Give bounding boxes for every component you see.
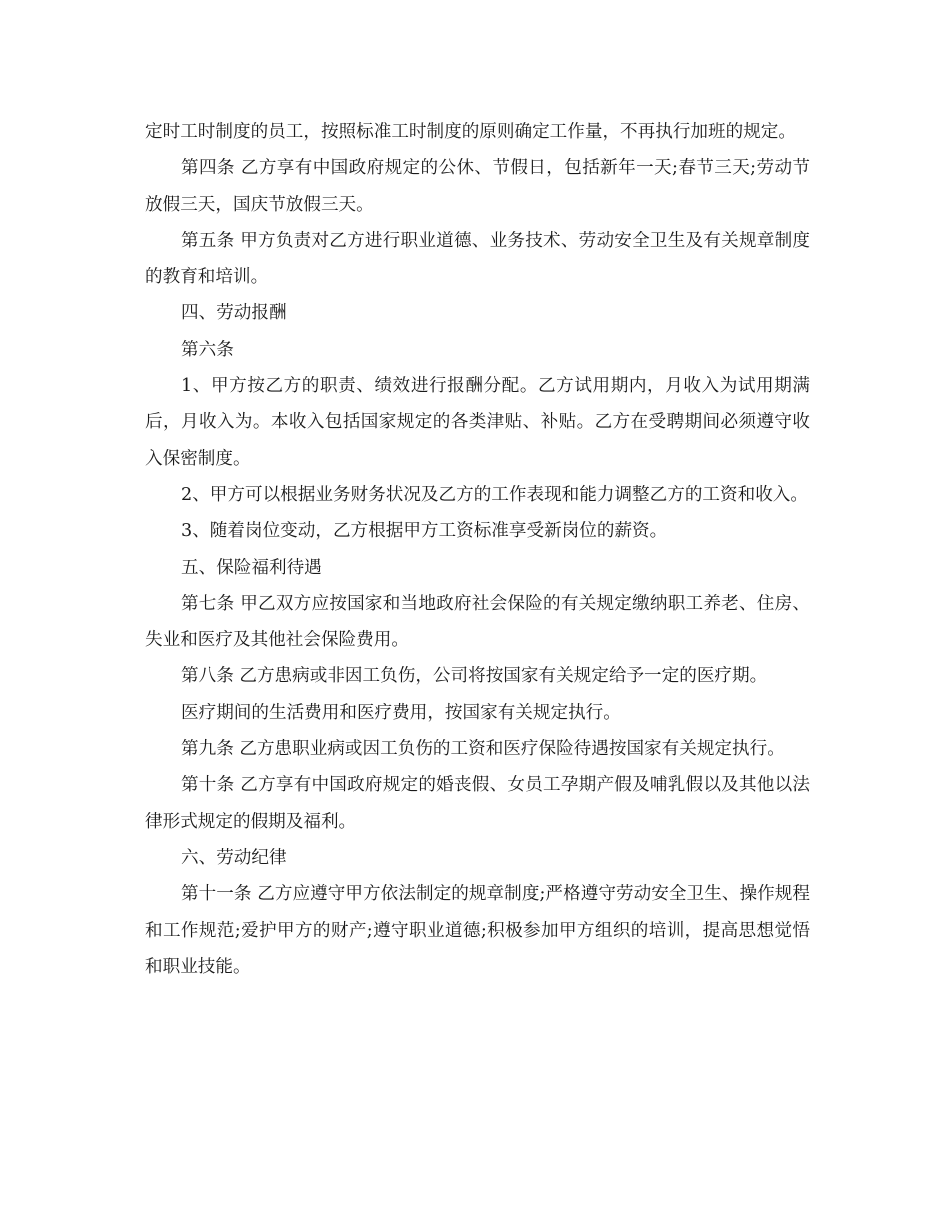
paragraph-article-6-item-3: 3、随着岗位变动，乙方根据甲方工资标准享受新岗位的薪资。: [181, 521, 668, 542]
paragraph-article-11: 第十一条 乙方应遵守甲方依法制定的规章制度;严格遵守劳动安全卫生、操作规程和工作规范;爱护甲方的财产;遵守职业道德;积极参加甲方组织的培训，提高思想觉悟和职业技能。: [145, 884, 810, 977]
section-heading-remuneration: 四、劳动报酬: [181, 303, 287, 324]
document-body: [145, 114, 810, 985]
paragraph-article-9: 第九条 乙方患职业病或因工负伤的工资和医疗保险待遇按国家有关规定执行。: [181, 739, 785, 760]
paragraph-article-8-continued: 医疗期间的生活费用和医疗费用，按国家有关规定执行。: [181, 702, 621, 723]
paragraph-article-4: 第四条 乙方享有中国政府规定的公休、节假日，包括新年一天;春节三天;劳动节放假三天，国庆节放假三天。: [145, 158, 810, 215]
paragraph-article-10: 第十条 乙方享有中国政府规定的婚丧假、女员工孕期产假及哺乳假以及其他以法律形式规定的假期及福利。: [145, 775, 810, 832]
paragraph-article-6-item-1: 1、甲方按乙方的职责、绩效进行报酬分配。乙方试用期内，月收入为试用期满后，月收入为。本收入包括国家规定的各类津贴、补贴。乙方在受聘期间必须遵守收入保密制度。: [145, 376, 810, 469]
paragraph-article-8: 第八条 乙方患病或非因工负伤，公司将按国家有关规定给予一定的医疗期。: [181, 666, 768, 687]
paragraph-article-6-item-2: 2、甲方可以根据业务财务状况及乙方的工作表现和能力调整乙方的工资和收入。: [181, 484, 808, 505]
section-heading-discipline: 六、劳动纪律: [181, 847, 287, 868]
section-heading-insurance: 五、保险福利待遇: [181, 557, 322, 578]
paragraph-article-5: 第五条 甲方负责对乙方进行职业道德、业务技术、劳动安全卫生及有关规章制度的教育和培训。: [145, 230, 810, 288]
paragraph-article-6-title: 第六条: [181, 339, 234, 360]
paragraph-continuation: 定时工时制度的员工，按照标准工时制度的原则确定工作量，不再执行加班的规定。: [145, 122, 796, 142]
paragraph-article-7: 第七条 甲乙双方应按国家和当地政府社会保险的有关规定缴纳职工养老、住房、失业和医疗及其他社会保险费用。: [145, 593, 810, 651]
